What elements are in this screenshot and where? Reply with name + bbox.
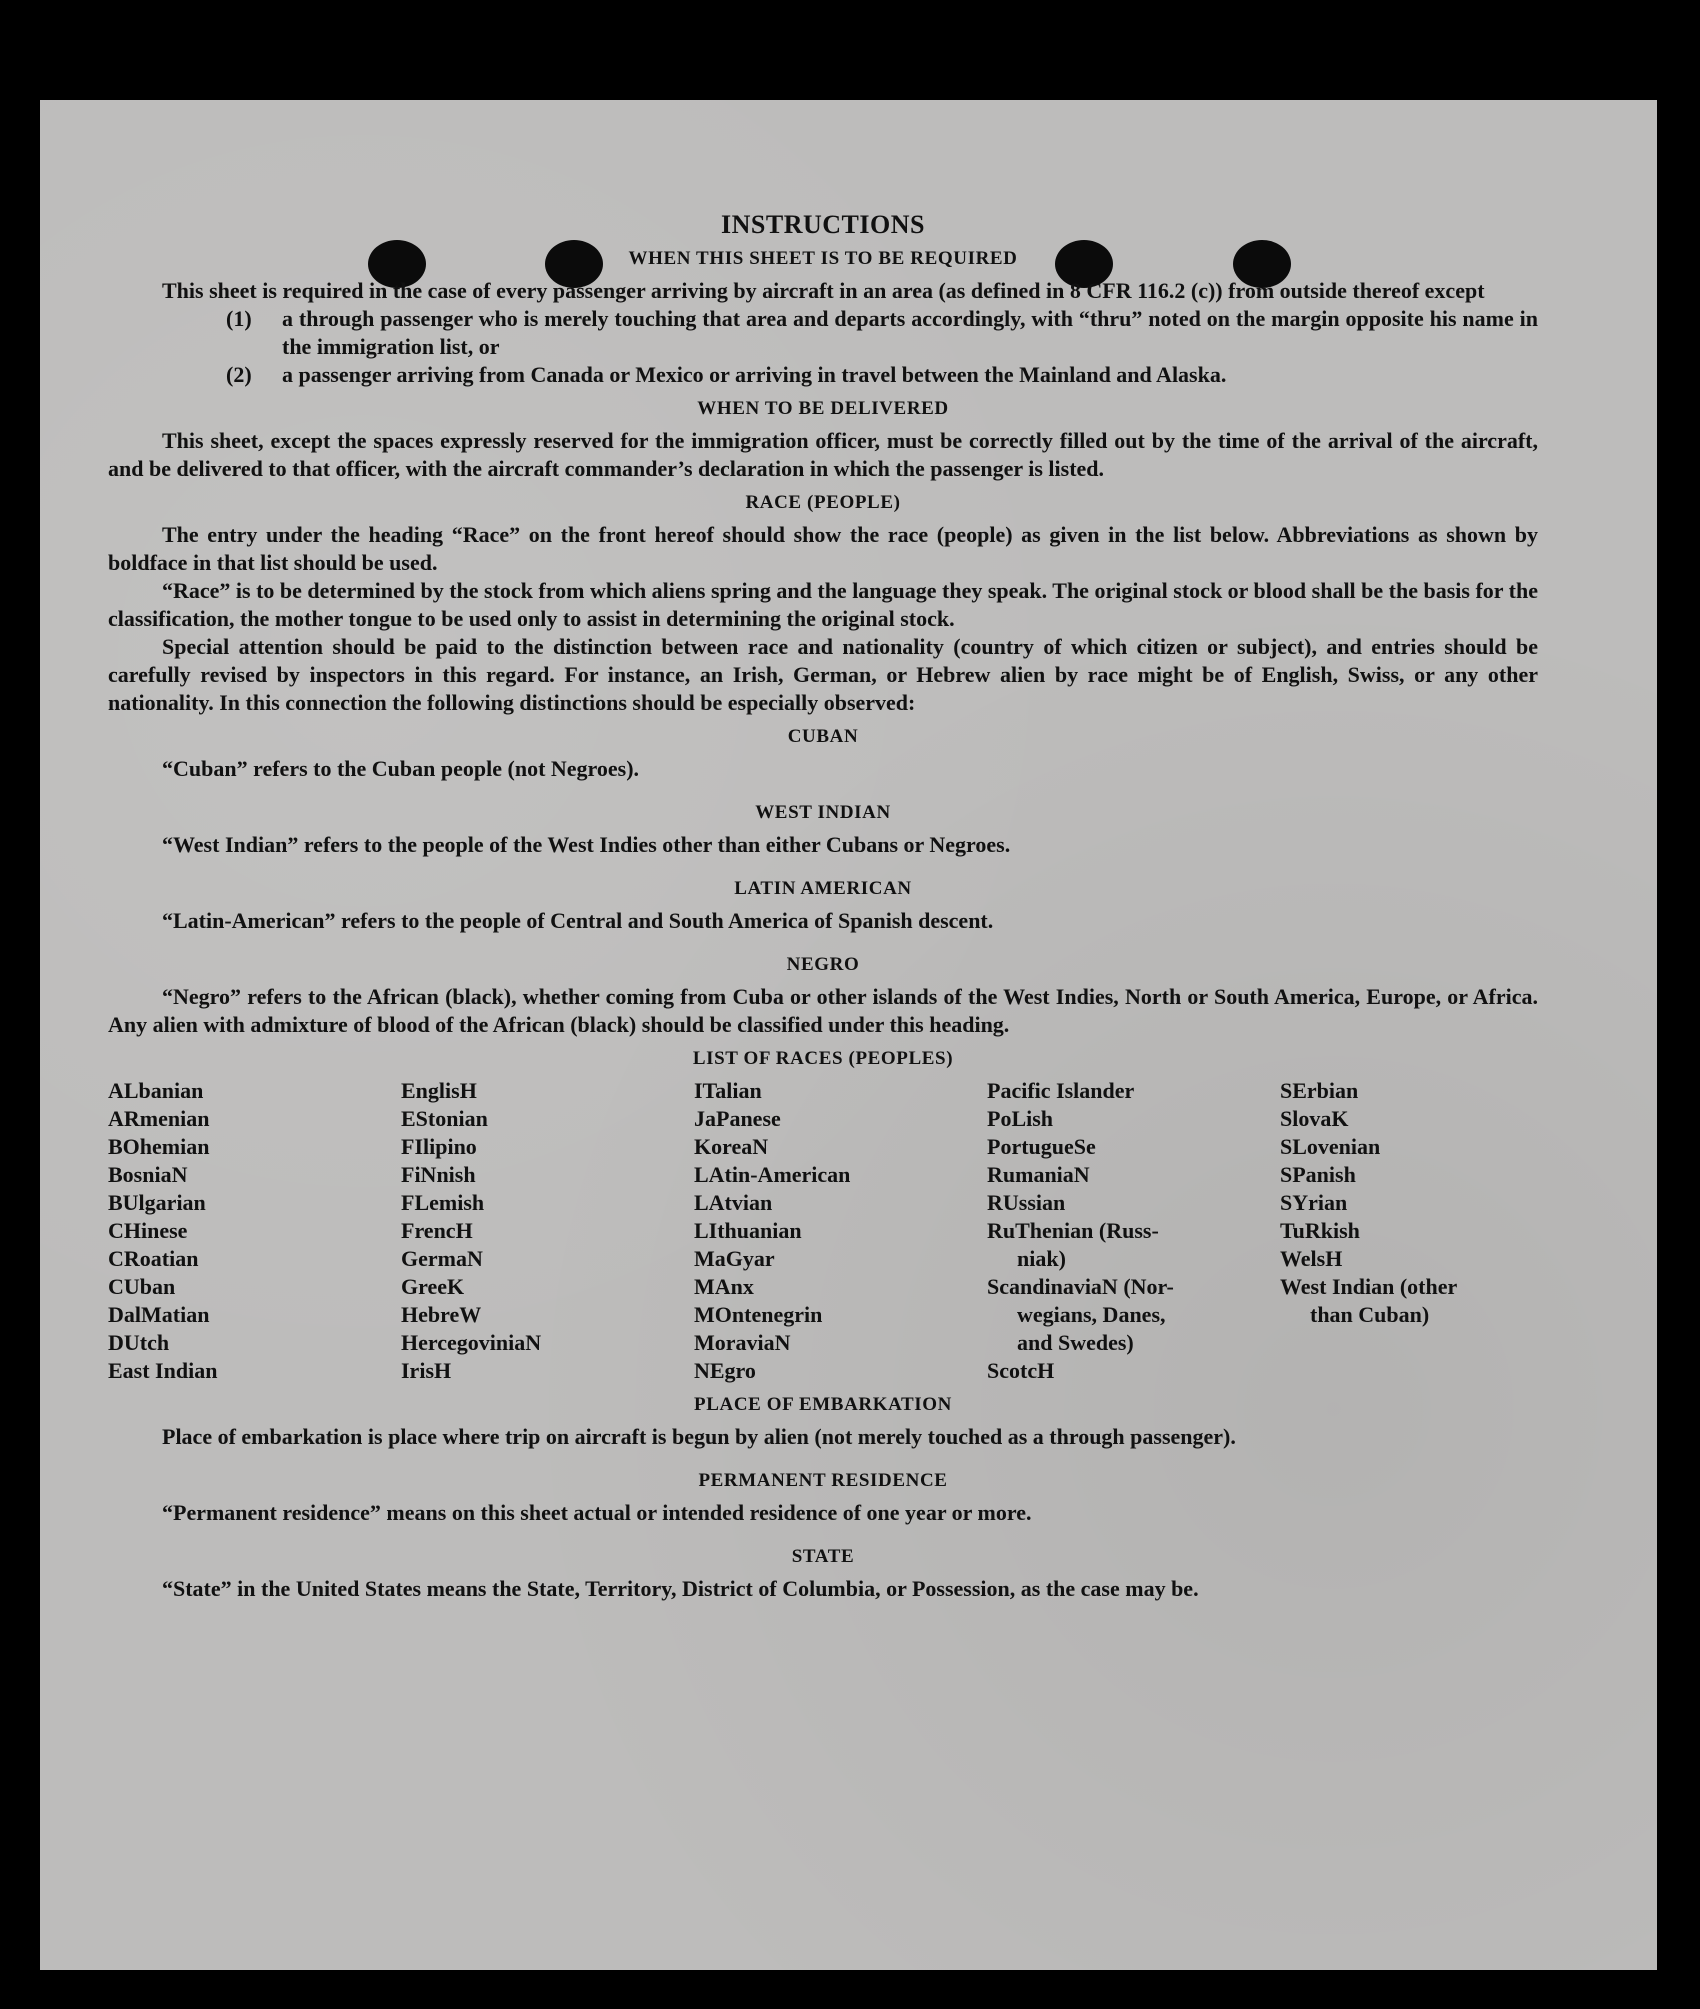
exception-item [226,305,1538,361]
race-item: MAnx [694,1274,754,1299]
paragraph-race-1: The entry under the heading “Race” on the front hereof should show the race (people) as given in the list below. Abbreviations as shown by boldface in that list should be used. [108,522,1538,575]
section-heading-race-list: LIST OF RACES (PEOPLES) [692,1048,954,1069]
race-item: FIlipino [401,1134,477,1159]
race-item: MoraviaN [694,1330,791,1355]
race-item: LAtin-American [694,1162,851,1187]
race-item: RUssian [987,1190,1066,1215]
race-item: CUban [108,1274,176,1299]
race-item: GreeK [401,1274,465,1299]
paragraph-cuban: “Cuban” refers to the Cuban people (not Negroes). [162,756,640,781]
race-item: JaPanese [694,1106,781,1131]
race-item: DUtch [108,1330,170,1355]
race-item: ScotcH [987,1358,1055,1383]
race-column [108,1077,401,1385]
race-item: KoreaN [694,1134,769,1159]
race-item: ITalian [694,1078,762,1103]
section-heading-latin-american: LATIN AMERICAN [734,878,912,899]
race-item: FLemish [401,1190,485,1215]
paragraph-latin-american: “Latin-American” refers to the people of Central and South America of Spanish descent. [162,908,994,933]
race-item: LAtvian [694,1190,773,1215]
race-item: WelsH [1280,1246,1343,1271]
race-item: HercegoviniaN [401,1330,542,1355]
race-item: than Cuban) [1310,1302,1430,1327]
race-item: Pacific Islander [987,1078,1135,1103]
race-item: ALbanian [108,1078,204,1103]
race-item: BosniaN [108,1162,188,1187]
paragraph-embarkation: Place of embarkation is place where trip on aircraft is begun by alien (not merely touched as a through passenger). [162,1424,1236,1449]
race-item: SlovaK [1280,1106,1349,1131]
paragraph-negro: “Negro” refers to the African (black), whether coming from Cuba or other islands of the West Indies, North or South America, Europe, or Africa. Any alien with admixture of blood of the African (black) should be classified under this heading. [108,984,1538,1037]
section-heading-state: STATE [791,1546,855,1567]
race-item: DalMatian [108,1302,210,1327]
paragraph-required: This sheet is required in the case of every passenger arriving by aircraft in an area (as defined in 8 CFR 116.2 (c)) from outside thereof except [162,278,1485,303]
race-item: TuRkish [1280,1218,1360,1243]
race-item: MOntenegrin [694,1302,823,1327]
exception-text: a passenger arriving from Canada or Mexico or arriving in travel between the Mainland and Alaska. [282,362,1227,387]
race-item: wegians, Danes, [1017,1302,1166,1327]
race-item: SLovenian [1280,1134,1381,1159]
exception-number: (2) [226,362,252,387]
page-title: INSTRUCTIONS [721,210,925,239]
race-item: EnglisH [401,1078,477,1103]
race-item: CHinese [108,1218,188,1243]
race-item: FiNnish [401,1162,476,1187]
paragraph-residence: “Permanent residence” means on this sheet actual or intended residence of one year or more. [162,1500,1032,1525]
section-heading-negro: NEGRO [786,954,860,975]
section-heading-delivered: WHEN TO BE DELIVERED [697,398,949,419]
race-item: LIthuanian [694,1218,802,1243]
section-heading-required: WHEN THIS SHEET IS TO BE REQUIRED [628,248,1018,269]
race-item: FrencH [401,1218,473,1243]
race-item: ARmenian [108,1106,210,1131]
race-item: and Swedes) [1017,1330,1134,1355]
race-item: CRoatian [108,1246,199,1271]
race-item: PoLish [987,1106,1054,1131]
race-item: BUlgarian [108,1190,206,1215]
race-item: SErbian [1280,1078,1359,1103]
race-item: SPanish [1280,1162,1356,1187]
race-item: East Indian [108,1358,218,1383]
race-item: EStonian [401,1106,488,1131]
race-item: NEgro [694,1358,756,1383]
race-item: PortugueSe [987,1134,1096,1159]
instructions-content [108,211,1538,1603]
race-item: SYrian [1280,1190,1348,1215]
race-list [108,1077,1538,1385]
race-item: BOhemian [108,1134,210,1159]
race-item: ScandinaviaN (Nor- [987,1274,1174,1299]
exception-item [226,361,1538,389]
race-column [987,1077,1280,1385]
paragraph-race-3: Special attention should be paid to the distinction between race and nationality (country of which citizen or subject), and entries should be carefully revised by inspectors in this regard. For instance, an Irish, German, or Hebrew alien by race might be of English, Swiss, or any other nationality. In this connection the following distinctions should be especially observed: [108,634,1538,715]
race-item: RumaniaN [987,1162,1090,1187]
section-heading-embarkation: PLACE OF EMBARKATION [694,1394,952,1415]
race-item: RuThenian (Russ- [987,1218,1159,1243]
race-column [401,1077,694,1385]
race-column [1280,1077,1538,1385]
exception-text: a through passenger who is merely touching that area and departs accordingly, with “thru” noted on the margin opposite his name in the immigration list, or [282,306,1538,359]
paragraph-west-indian: “West Indian” refers to the people of the West Indies other than either Cubans or Negroes. [162,832,1011,857]
section-heading-residence: PERMANENT RESIDENCE [698,1470,948,1491]
race-item: IrisH [401,1358,452,1383]
exception-number: (1) [226,306,252,331]
paragraph-delivered: This sheet, except the spaces expressly reserved for the immigration officer, must be correctly filled out by the time of the arrival of the aircraft, and be delivered to that officer, with the aircraft commander’s declaration in which the passenger is listed. [108,428,1538,481]
race-item: GermaN [401,1246,483,1271]
section-heading-race: RACE (PEOPLE) [745,492,901,513]
section-heading-cuban: CUBAN [787,726,859,747]
section-heading-west-indian: WEST INDIAN [755,802,891,823]
race-item: HebreW [401,1302,482,1327]
race-column [694,1077,987,1385]
paragraph-race-2: “Race” is to be determined by the stock from which aliens spring and the language they speak. The original stock or blood shall be the basis for the classification, the mother tongue to be used only to assist in determining the original stock. [108,578,1538,631]
race-item: MaGyar [694,1246,775,1271]
race-item: West Indian (other [1280,1274,1458,1299]
paragraph-state: “State” in the United States means the State, Territory, District of Columbia, or Possession, as the case may be. [162,1576,1199,1601]
race-item: niak) [1017,1246,1066,1271]
